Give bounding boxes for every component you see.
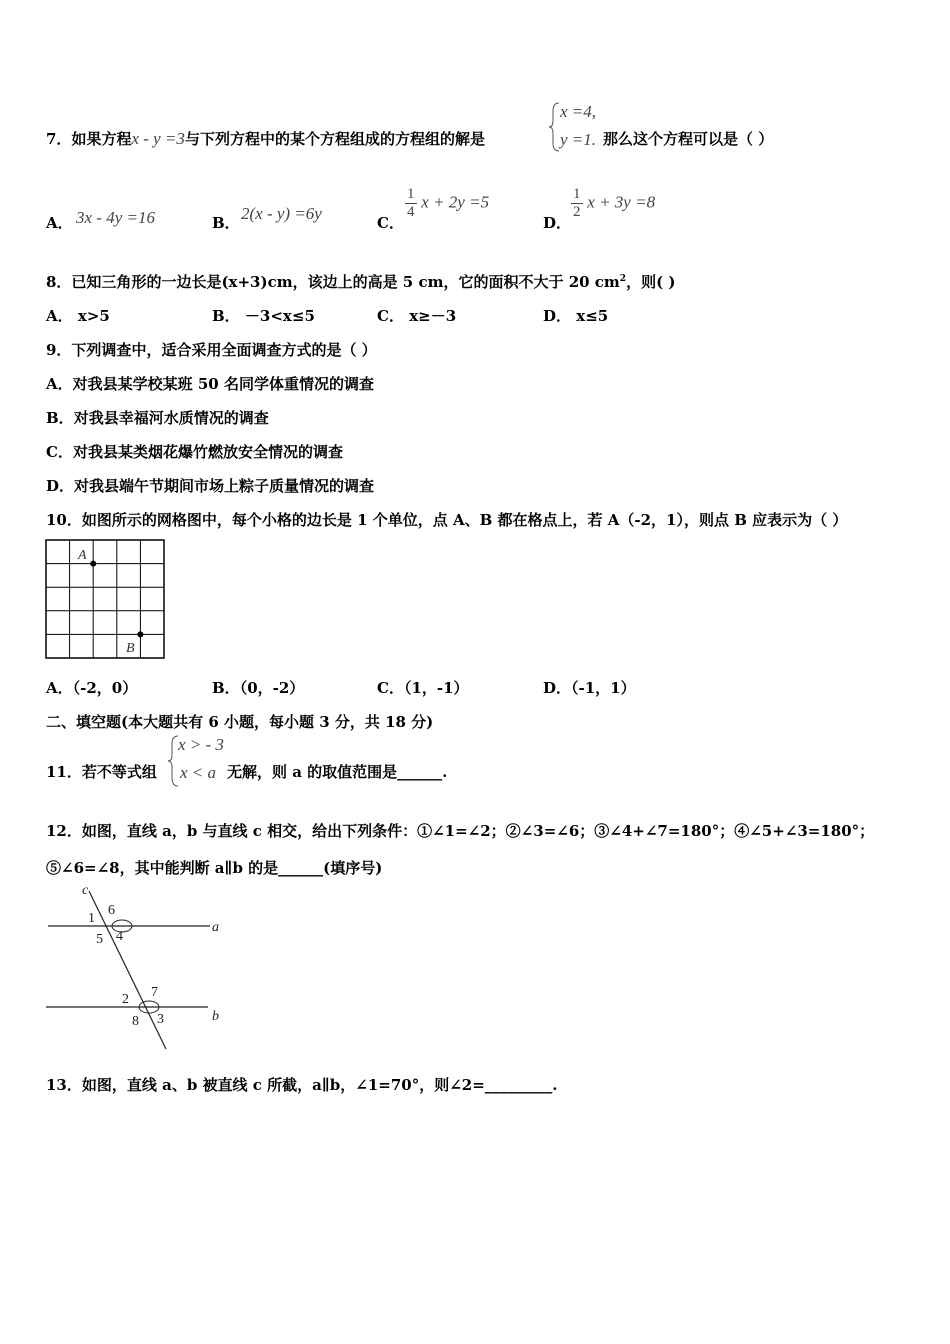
q7-option-c-label: C． (377, 214, 404, 232)
q8-option-c: C． x≥－3 (377, 307, 457, 325)
q10-grid-figure (45, 539, 167, 665)
q7-system-row2: y =1. (560, 130, 597, 149)
q9-option-a: A．对我县某学校某班 50 名同学体重情况的调查 (46, 375, 374, 393)
point-a-label: A (78, 548, 87, 563)
q12-line1: 12．如图，直线 a，b 与直线 c 相交，给出下列条件：①∠1=∠2；②∠3=∠6；③∠4+∠7=180°；④∠5+∠3=180°； (46, 822, 875, 840)
svg-text:7: 7 (151, 985, 158, 1000)
q7-mid: 与下列方程中的某个方程组成的方程组的解是 (184, 130, 485, 148)
q9-question: 9．下列调查中，适合采用全面调查方式的是（ ） (46, 341, 377, 359)
q7-option-a-text: 3x - 4y =16 (76, 208, 155, 227)
q10-option-d: D．（-1，1） (543, 679, 636, 697)
section-2-heading: 二、填空题(本大题共有 6 小题，每小题 3 分，共 18 分) (46, 713, 434, 731)
svg-text:c: c (82, 883, 89, 898)
q7-option-d-expr (571, 186, 655, 221)
q7-option-a-label: A． (46, 214, 73, 232)
q10-question: 10．如图所示的网格图中，每个小格的边长是 1 个单位，点 A、B 都在格点上，若 A（-2，1），则点 B 应表示为（ ） (46, 511, 848, 529)
svg-text:3: 3 (157, 1012, 164, 1027)
point-b-dot (137, 631, 143, 637)
q8-option-d: D． x≤5 (543, 307, 609, 325)
q9-option-b: B．对我县幸福河水质情况的调查 (46, 409, 269, 427)
q11-line (46, 761, 157, 782)
q8-tail: ，则( ) (626, 273, 676, 291)
q7-number: 7． (46, 130, 72, 148)
q7-option-c-fraction: $\frac{1}{4}$ (407, 186, 415, 220)
q7-post: 那么这个方程可以是（ ） (603, 130, 774, 148)
q12-line2: ⑤∠6=∠8，其中能判断 a∥b 的是______(填序号) (46, 859, 383, 877)
q7-option-c-text: x + 2y =5 (421, 192, 490, 212)
q12-figure (44, 883, 234, 1059)
svg-text:a: a (212, 920, 219, 935)
q7-pre: 如果方程 (71, 130, 132, 148)
q13-question: 13．如图，直线 a、b 被直线 c 所截，a∥b，∠1=70°，则∠2=_________. (46, 1076, 558, 1094)
q9-option-c: C．对我县某类烟花爆竹燃放安全情况的调查 (46, 443, 343, 461)
svg-text:6: 6 (108, 903, 115, 918)
q11-system-row1: x > - 3 (178, 735, 224, 754)
parallel-lines-diagram (44, 883, 234, 1055)
point-a-dot (90, 561, 96, 567)
svg-text:1: 1 (88, 911, 95, 926)
q7-system-row1: x =4, (560, 102, 597, 121)
q7-option-c-expr (405, 186, 489, 221)
q9-option-d: D．对我县端午节期间市场上粽子质量情况的调查 (46, 477, 375, 495)
q8-option-a: A． x>5 (46, 307, 110, 325)
q8-option-b: B． －3<x≤5 (212, 307, 315, 325)
q8-text: 8．已知三角形的一边长是(x+3)cm，该边上的高是 5 cm，它的面积不大于 20 cm (46, 273, 620, 291)
q11-number: 11． (46, 763, 82, 781)
q7-option-d-label: D． (543, 214, 572, 232)
svg-text:b: b (212, 1009, 219, 1024)
svg-text:2: 2 (122, 992, 129, 1007)
q7-line (46, 128, 485, 149)
line-c (89, 891, 166, 1049)
q7-option-d-fraction: $\frac{1}{2}$ (573, 186, 581, 220)
q7-option-b-label: B． (212, 214, 240, 232)
q11-system-row2: x < a (180, 763, 217, 782)
q10-option-b: B．（0，-2） (212, 679, 305, 697)
svg-text:5: 5 (96, 932, 103, 947)
q8-superscript: 2 (619, 274, 627, 284)
q7-option-b-text: 2(x - y) =6y (241, 204, 322, 223)
svg-text:8: 8 (132, 1014, 139, 1029)
q7-equation: x - y =3 (131, 129, 185, 148)
q10-option-c: C．（1，-1） (377, 679, 469, 697)
q11-pre: 若不等式组 (81, 763, 157, 781)
q10-option-a: A．（-2，0） (46, 679, 138, 697)
q11-post: 无解，则 a 的取值范围是______. (227, 763, 448, 781)
svg-text:4: 4 (116, 929, 123, 944)
grid-diagram (45, 539, 167, 661)
q8-question (46, 271, 675, 292)
point-b-label: B (126, 641, 135, 656)
q7-option-d-text: x + 3y =8 (587, 192, 656, 212)
